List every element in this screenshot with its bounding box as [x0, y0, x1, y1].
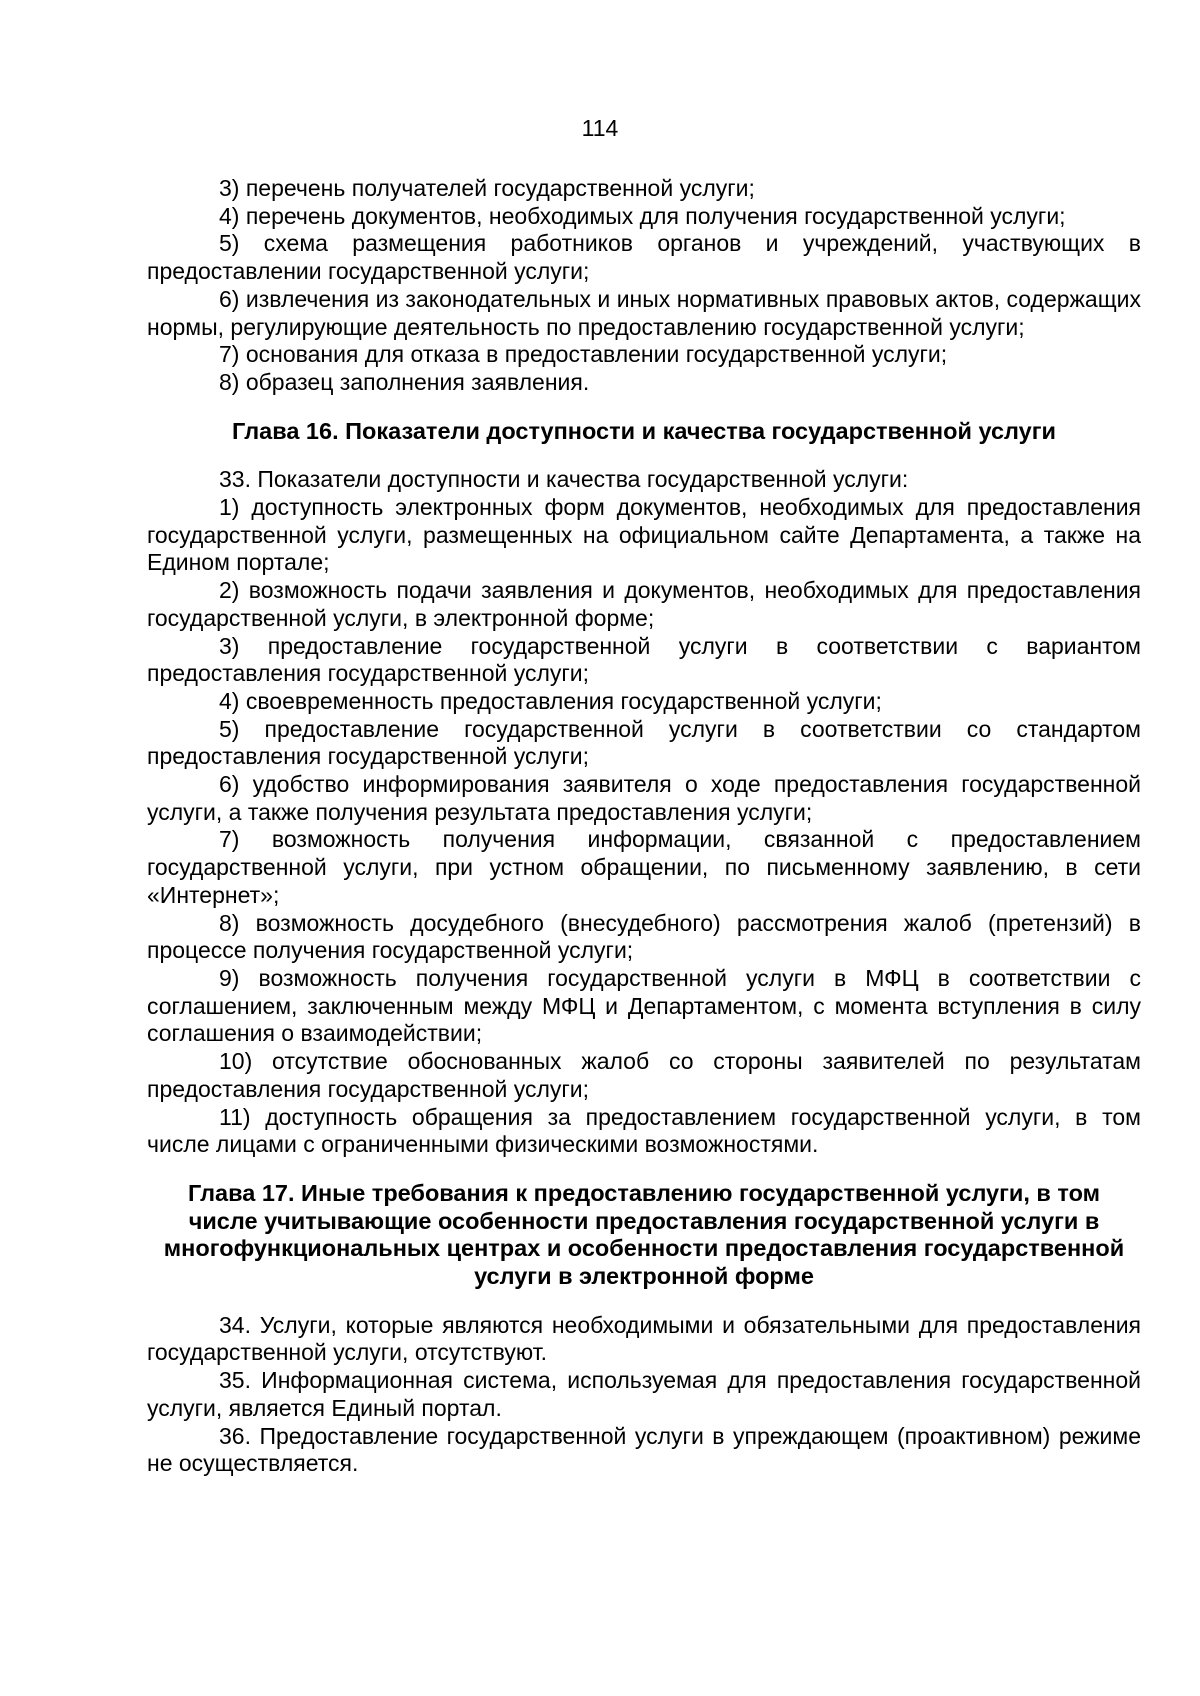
list-item: 3) предоставление государственной услуги в соответствии с вариантом предоставления государственной услуги;: [147, 632, 1141, 687]
list-item: 1) доступность электронных форм документов, необходимых для предоставления государственной услуги, размещенных на официальном сайте Департамента, а также на Едином портале;: [147, 494, 1141, 576]
list-item: 7) основания для отказа в предоставлении государственной услуги;: [219, 341, 948, 368]
list-item: 6) удобство информирования заявителя о ходе предоставления государственной услуги, а также получения результата предоставления услуги;: [147, 771, 1141, 825]
list-item: 36. Предоставление государственной услуги в упреждающем (проактивном) режиме не осуществляется.: [147, 1422, 1141, 1477]
chapter-16-heading: Глава 16. Показатели доступности и качества государственной услуги: [232, 417, 1056, 444]
list-item: 34. Услуги, которые являются необходимыми и обязательными для предоставления государственной услуги, отсутствуют.: [147, 1311, 1141, 1366]
list-item: 3) перечень получателей государственной услуги;: [219, 175, 755, 201]
list-item: 11) доступность обращения за предоставлением государственной услуги, в том числе лицами с ограниченными физическими возможностями.: [147, 1103, 1141, 1158]
list-item: 5) предоставление государственной услуги в соответствии со стандартом предоставления государственной услуги;: [147, 715, 1141, 770]
list-item: 4) перечень документов, необходимых для получения государственной услуги;: [219, 202, 1066, 229]
list-item: 9) возможность получения государственной услуги в МФЦ в соответствии с соглашением, заключенным между МФЦ и Департаментом, с момента вступления в силу соглашения о взаимодействии;: [147, 964, 1141, 1047]
list-item: 2) возможность подачи заявления и документов, необходимых для предоставления государственной услуги, в электронной форме;: [147, 577, 1141, 631]
document-body: [147, 175, 1141, 1478]
chapter-17-heading: Глава 17. Иные требования к предоставлению государственной услуги, в том числе учитывающие особенности предоставления государственной услуги в многофункциональных центрах и особенности предоставления государственной услуги в электронной форме: [163, 1179, 1125, 1290]
list-item: 8) возможность досудебного (внесудебного) рассмотрения жалоб (претензий) в процессе получения государственной услуги;: [147, 909, 1141, 964]
list-item: 4) своевременность предоставления государственной услуги;: [219, 687, 882, 714]
list-item: 35. Информационная система, используемая для предоставления государственной услуги, является Единый портал.: [147, 1367, 1141, 1421]
list-item: 5) схема размещения работников органов и учреждений, участвующих в предоставлении государственной услуги;: [147, 230, 1141, 285]
list-item: 8) образец заполнения заявления.: [219, 368, 590, 395]
page-number: 114: [581, 115, 619, 141]
chapter-16-intro: 33. Показатели доступности и качества государственной услуги:: [219, 466, 909, 493]
list-item: 10) отсутствие обоснованных жалоб со стороны заявителей по результатам предоставления государственной услуги;: [147, 1048, 1141, 1102]
list-item: 7) возможность получения информации, связанной с предоставлением государственной услуги, при устном обращении, по письменному заявлению, в сети «Интернет»;: [147, 826, 1141, 908]
list-item: 6) извлечения из законодательных и иных нормативных правовых актов, содержащих нормы, регулирующие деятельность по предоставлению государственной услуги;: [147, 285, 1141, 340]
